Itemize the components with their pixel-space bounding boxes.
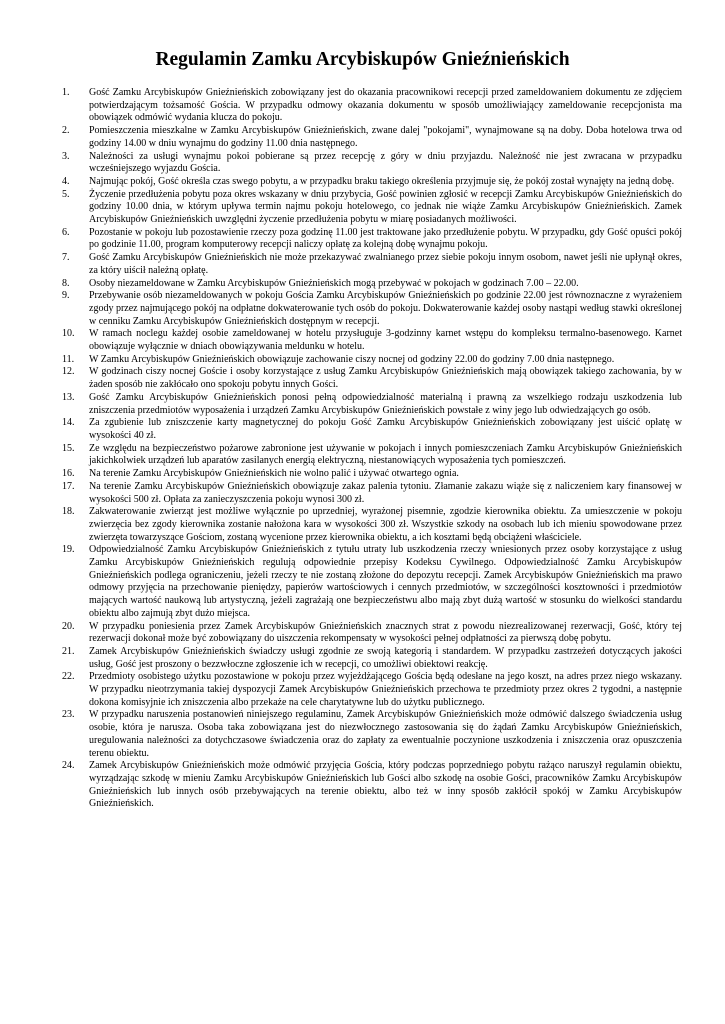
list-item-text: Gość Zamku Arcybiskupów Gnieźnieńskich nie może przekazywać zwalnianego przez siebie pokoju innym osobom, nawet jeśli nie upłynął okres, za który uiścił należną opłatę. <box>89 252 682 276</box>
list-item-number: 7. <box>62 252 70 264</box>
list-item-text: W ramach noclegu każdej osobie zameldowanej w hotelu przysługuje 3-godzinny karnet wstępu do kompleksu termalno-basenowego. Karnet obowiązuje wyłącznie w dniach obowiązywania meldunku w hotelu. <box>89 328 682 353</box>
list-item-number: 21. <box>62 645 75 657</box>
list-item-number: 3. <box>62 150 70 162</box>
list-item-text: Zamek Arcybiskupów Gnieźnieńskich świadczy usługi zgodnie ze swoją kategorią i standardem. W przypadku zastrzeżeń dotyczących jakości usług, Gość jest proszony o bezzwłoczne zgłoszenie ich w recepcji, co umożliwi obiektowi reakcję. <box>89 645 682 670</box>
list-item-text: Przedmioty osobistego użytku pozostawione w pokoju przez wyjeżdżającego Gościa będą odesłane na jego koszt, na adres przez niego wskazany. W przypadku nieotrzymania takiej dyspozycji Zamek Arcybiskupów Gnieźnieńskich przechowa te przedmioty przez okres 2 tygodni, a następnie dokona komisyjnie ich zniszczenia albo przekaże na cele charytatywne lub do użytku publicznego. <box>89 671 682 708</box>
rules-list <box>62 87 682 811</box>
list-item <box>62 481 682 506</box>
list-item-text: Zakwaterowanie zwierząt jest możliwe wyłącznie po uprzedniej, wyrażonej pisemnie, zgodzie kierownika obiektu. Za umieszczenie w pokoju zwierzęcia bez zgody kierownika zostanie nałożona kara w wysokości 300 zł. Wszystkie szkody na osobach lub ich mieniu spowodowane przez zwierzęta towarzyszące Gościom, zostaną wycenione przez kierownika obiektu, a ich kosztami będą obciążeni właściciele. <box>89 506 682 543</box>
list-item <box>62 189 682 227</box>
list-item <box>62 544 682 620</box>
list-item-number: 16. <box>62 468 75 480</box>
list-item-text: W przypadku poniesienia przez Zamek Arcybiskupów Gnieźnieńskich znacznych strat z powodu niezrealizowanej rezerwacji, Gość, który tej rezerwacji dokonał może być zobowiązany do uiszczenia rekompensaty w wysokości pełnej odpłatności za pierwszą dobę pobytu. <box>89 620 682 645</box>
list-item-number: 1. <box>62 87 70 98</box>
list-item <box>62 151 682 176</box>
list-item <box>62 392 682 417</box>
list-item <box>62 252 682 277</box>
list-item <box>62 125 682 150</box>
list-item-number: 20. <box>62 620 75 632</box>
list-item-text: Życzenie przedłużenia pobytu poza okres wskazany w dniu przybycia, Gość powinien zgłosić w recepcji Zamku Arcybiskupów Gnieźnieńskich do godziny 10.00 dnia, w którym upływa termin najmu pokoju hotelowego, co jednak nie wiąże Zamku Arcybiskupów Gnieźnieńskich. Zamek Arcybiskupów Gnieźnieńskich uwzględni życzenie przedłużenia pobytu w miarę posiadanych możliwości. <box>89 188 682 226</box>
list-item <box>62 176 682 189</box>
list-item-number: 24. <box>62 760 75 772</box>
list-item <box>62 87 682 125</box>
list-item <box>62 646 682 671</box>
list-item-text: Za zgubienie lub zniszczenie karty magnetycznej do pokoju Gość Zamku Arcybiskupów Gnieźnieńskich zobowiązany jest uiścić opłatę w wysokości 40 zł. <box>89 417 682 441</box>
list-item-text: Gość Zamku Arcybiskupów Gnieźnieńskich zobowiązany jest do okazania pracownikowi recepcji przed zameldowaniem dokumentu ze zdjęciem potwierdzającym tożsamość Gościa. W przypadku odmowy okazania dokumentu w sposób umożliwiający zameldowanie recepcjonista ma obowiązek odmówić wydania klucza do pokoju. <box>89 87 682 124</box>
list-item-text: Osoby niezameldowane w Zamku Arcybiskupów Gnieźnieńskich mogą przebywać w pokojach w godzinach 7.00 – 22.00. <box>89 277 579 289</box>
list-item <box>62 417 682 442</box>
list-item <box>62 671 682 709</box>
list-item-number: 4. <box>62 175 70 187</box>
list-item <box>62 366 682 391</box>
list-item-number: 10. <box>62 328 75 340</box>
list-item-text: Odpowiedzialność Zamku Arcybiskupów Gnieźnieńskich z tytułu utraty lub uszkodzenia rzeczy wniesionych przez osoby korzystające z usług Zamku Arcybiskupów Gnieźnieńskich regulują odpowiednie przepisy Kodeksu Cywilnego. Odpowiedzialność Zamku Arcybiskupów Gnieźnieńskich podlega ograniczeniu, jeżeli rzeczy te nie zostaną złożone do depozytu recepcji. Zamek Arcybiskupów Gnieźnieńskich ma prawo odmowy przyjęcia na przechowanie pieniędzy, papierów wartościowych i cennych przedmiotów, w szczególności kosztowności i przedmiotów mających wartość naukową lub artystyczną, jeżeli zagrażają one bezpieczeństwu albo mają zbyt dużą wartość w stosunku do wielkości standardu obiektu albo zajmują zbyt dużo miejsca. <box>89 544 682 619</box>
list-item-number: 18. <box>62 506 75 518</box>
list-item <box>62 468 682 481</box>
list-item-number: 2. <box>62 125 70 137</box>
list-item <box>62 443 682 468</box>
list-item <box>62 760 682 811</box>
list-item-number: 15. <box>62 442 75 454</box>
list-item-text: W godzinach ciszy nocnej Goście i osoby korzystające z usług Zamku Arcybiskupów Gnieźnieńskich mają obowiązek takiego zachowania, by w żaden sposób nie zakłócało ono spokoju pobytu innych Gości. <box>89 366 682 391</box>
list-item-text: Pomieszczenia mieszkalne w Zamku Arcybiskupów Gnieźnieńskich, zwane dalej "pokojami", wynajmowane są na doby. Doba hotelowa trwa od godziny 14.00 w dniu wynajmu do godziny 11.00 dnia następnego. <box>89 125 682 149</box>
list-item-text: Na terenie Zamku Arcybiskupów Gnieźnieńskich nie wolno palić i używać otwartego ognia. <box>89 468 459 480</box>
list-item-number: 8. <box>62 277 70 289</box>
list-item-number: 14. <box>62 417 75 429</box>
list-item <box>62 506 682 544</box>
list-item-number: 6. <box>62 226 70 238</box>
list-item-text: W Zamku Arcybiskupów Gnieźnieńskich obowiązuje zachowanie ciszy nocnej od godziny 22.00 do godziny 7.00 dnia następnego. <box>89 353 615 365</box>
list-item-number: 5. <box>62 188 70 200</box>
list-item-text: Zamek Arcybiskupów Gnieźnieńskich może odmówić przyjęcia Gościa, który podczas poprzedniego pobytu rażąco naruszył regulamin obiektu, wyrządzając szkodę w mieniu Zamku Arcybiskupów Gnieźnieńskich lub Gości albo szkodę na osobie Gości, pracowników Zamku Arcybiskupów Gnieźnieńskich lub innych osób przebywających na terenie obiektu, albo też w inny sposób zakłócił spokój w Zamku Arcybiskupów Gnieźnieńskich. <box>89 760 682 810</box>
list-item-number: 9. <box>62 290 70 302</box>
list-item-text: W przypadku naruszenia postanowień niniejszego regulaminu, Zamek Arcybiskupów Gnieźnieńskich może odmówić dalszego świadczenia usług osobie, która je narusza. Osoba taka zobowiązana jest do niezwłocznego zastosowania się do żądań Zamku Arcybiskupów Gnieźnieńskich, uregulowania należności za dotychczasowe świadczenia oraz do zapłaty za ewentualnie poczynione uszkodzenia i zniszczenia oraz opuszczenia terenu obiektu. <box>89 709 682 759</box>
list-item-text: Najmując pokój, Gość określa czas swego pobytu, a w przypadku braku takiego określenia przyjmuje się, że pokój został wynajęty na jedną dobę. <box>89 175 675 187</box>
list-item-text: Pozostanie w pokoju lub pozostawienie rzeczy poza godzinę 11.00 jest traktowane jako przedłużenie pobytu. W przypadku, gdy Gość opuści pokój po godzinie 11.00, program komputerowy recepcji naliczy opłatę za kolejną dobę wynajmu pokoju. <box>89 226 682 251</box>
list-item <box>62 328 682 353</box>
list-item <box>62 709 682 760</box>
list-item-text: Ze względu na bezpieczeństwo pożarowe zabronione jest używanie w pokojach i innych pomieszczeniach Zamku Arcybiskupów Gnieźnieńskich jakichkolwiek urządzeń lub aparatów zasilanych energią elektryczną, niestanowiących wyposażenia tych pomieszczeń. <box>89 442 682 467</box>
list-item-number: 17. <box>62 480 75 492</box>
list-item-number: 12. <box>62 366 75 378</box>
list-item-number: 22. <box>62 671 75 683</box>
list-item-number: 19. <box>62 544 75 556</box>
list-item <box>62 227 682 252</box>
list-item <box>62 354 682 367</box>
list-item-number: 13. <box>62 391 75 403</box>
list-item-text: Gość Zamku Arcybiskupów Gnieźnieńskich ponosi pełną odpowiedzialność materialną i prawną za wszelkiego rodzaju uszkodzenia lub zniszczenia przedmiotów wyposażenia i urządzeń Zamku Arcybiskupów Gnieźnieńskich powstałe z winy jego lub odwiedzających go osób. <box>89 391 682 416</box>
list-item-number: 11. <box>62 353 75 365</box>
list-item-text: Na terenie Zamku Arcybiskupów Gnieźnieńskich obowiązuje zakaz palenia tytoniu. Złamanie zakazu wiąże się z naliczeniem kary finansowej w wysokości 500 zł. Opłata za zanieczyszczenia pokoju wynosi 300 zł. <box>89 480 682 505</box>
list-item <box>62 278 682 291</box>
document-title: Regulamin Zamku Arcybiskupów Gnieźnieńskich <box>155 49 570 70</box>
list-item-text: Należności za usługi wynajmu pokoi pobierane są przez recepcję z góry w dniu przyjazdu. Należność nie jest zwracana w przypadku wcześniejszego wyjazdu Gościa. <box>89 150 682 175</box>
list-item <box>62 290 682 328</box>
list-item <box>62 621 682 646</box>
list-item-text: Przebywanie osób niezameldowanych w pokoju Gościa Zamku Arcybiskupów Gnieźnieńskich po godzinie 22.00 jest równoznaczne z wyrażeniem zgody przez najmującego pokój na odpłatne dokwaterowanie tych osób do pokoju. Dokwaterowanie każdej osoby nastąpi według stawki określonej w cenniku Zamku Arcybiskupów Gnieźnieńskich dostępnym w recepcji. <box>89 290 682 327</box>
list-item-number: 23. <box>62 709 75 721</box>
